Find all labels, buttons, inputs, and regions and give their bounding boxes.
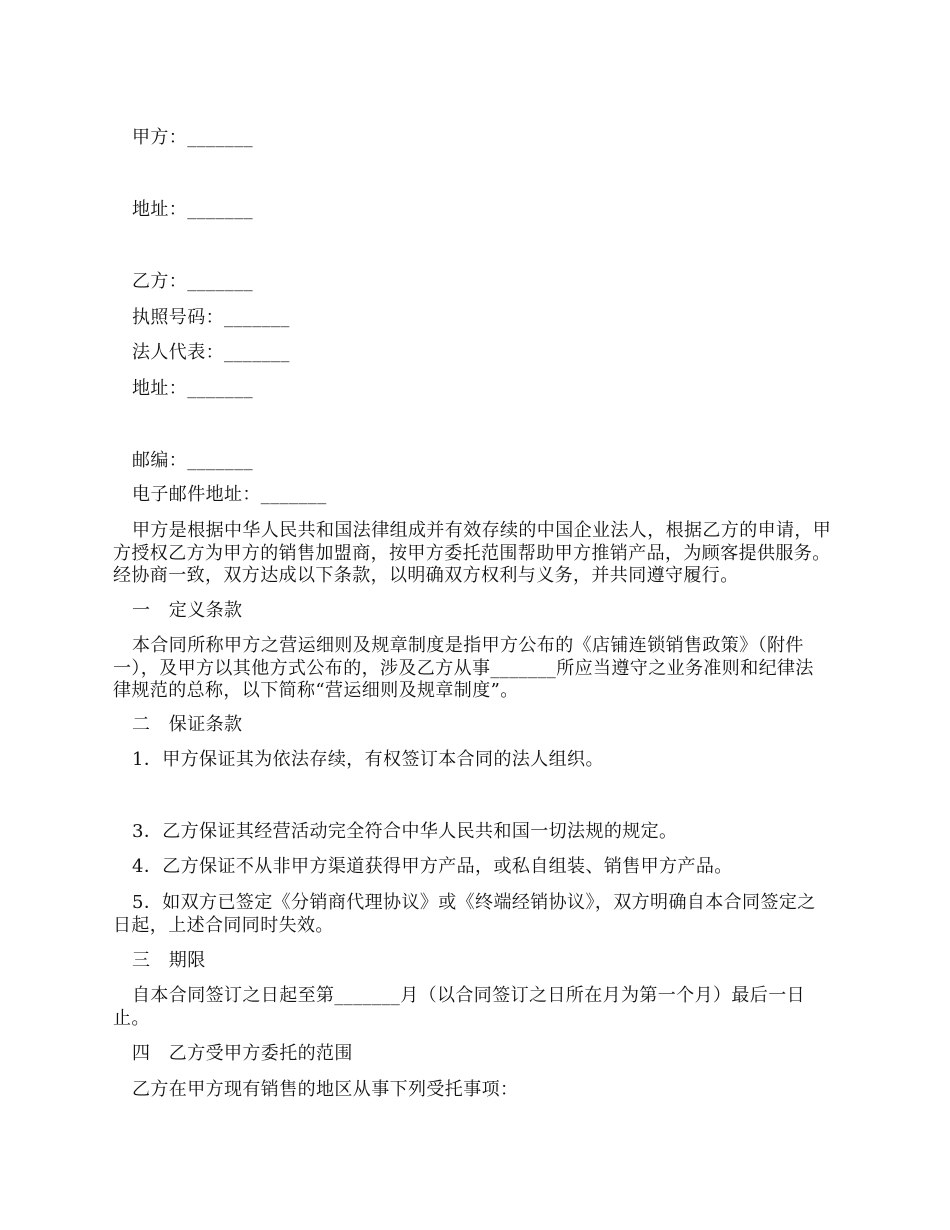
warranty-item-1: 1．甲方保证其为依法存续，有权签订本合同的法人组织。 (132, 749, 604, 770)
paragraph-line: 止。 (113, 1007, 150, 1029)
paragraph-line: 经协商一致，双方达成以下条款，以明确双方权利与义务，并共同遵守履行。 (113, 565, 739, 586)
paragraph-line: 一），及甲方以其他方式公布的，涉及乙方从事_______所应当遵守之业务准则和纪律法 (113, 657, 814, 679)
paragraph-line: 日起，上述合同同时失效。 (113, 914, 334, 936)
section-heading-scope: 四 乙方受甲方委托的范围 (132, 1043, 353, 1064)
definitions-paragraph (113, 635, 814, 703)
paragraph-line: 5．如双方已签定《分销商代理协议》或《终端经销协议》，双方明确自本合同签定之 (132, 892, 816, 913)
section-heading-definitions: 一 定义条款 (132, 600, 243, 621)
paragraph-line: 自本合同签订之日起至第_______月（以合同签订之日所在月为第一个月）最后一日 (132, 985, 805, 1006)
section-heading-warranties: 二 保证条款 (132, 714, 243, 735)
email-field: 电子邮件地址：_______ (132, 484, 327, 505)
warranty-item-4: 4．乙方保证不从非甲方渠道获得甲方产品，或私自组装、销售甲方产品。 (132, 856, 733, 877)
license-number-field: 执照号码：_______ (132, 307, 290, 328)
party-a-address-field: 地址：_______ (132, 199, 253, 220)
paragraph-line: 律规范的总称，以下简称“营运细则及规章制度”。 (113, 680, 519, 701)
preamble-paragraph (113, 520, 831, 588)
section-heading-term: 三 期限 (132, 950, 206, 971)
term-paragraph (113, 985, 805, 1030)
warranty-item-3: 3．乙方保证其经营活动完全符合中华人民共和国一切法规的规定。 (132, 821, 678, 842)
paragraph-line: 本合同所称甲方之营运细则及规章制度是指甲方公布的《店铺连锁销售政策》（附件 (132, 635, 804, 656)
party-a-field: 甲方：_______ (132, 127, 253, 148)
scope-paragraph: 乙方在甲方现有销售的地区从事下列受托事项： (132, 1079, 519, 1100)
party-b-field: 乙方：_______ (132, 271, 253, 292)
party-b-address-field: 地址：_______ (132, 378, 253, 399)
paragraph-line: 甲方是根据中华人民共和国法律组成并有效存续的中国企业法人，根据乙方的申请，甲 (132, 520, 832, 541)
warranty-item-5 (113, 892, 816, 937)
legal-representative-field: 法人代表：_______ (132, 342, 290, 363)
postcode-field: 邮编：_______ (132, 450, 253, 471)
paragraph-line: 方授权乙方为甲方的销售加盟商，按甲方委托范围帮助甲方推销产品，为顾客提供服务。 (113, 542, 831, 564)
